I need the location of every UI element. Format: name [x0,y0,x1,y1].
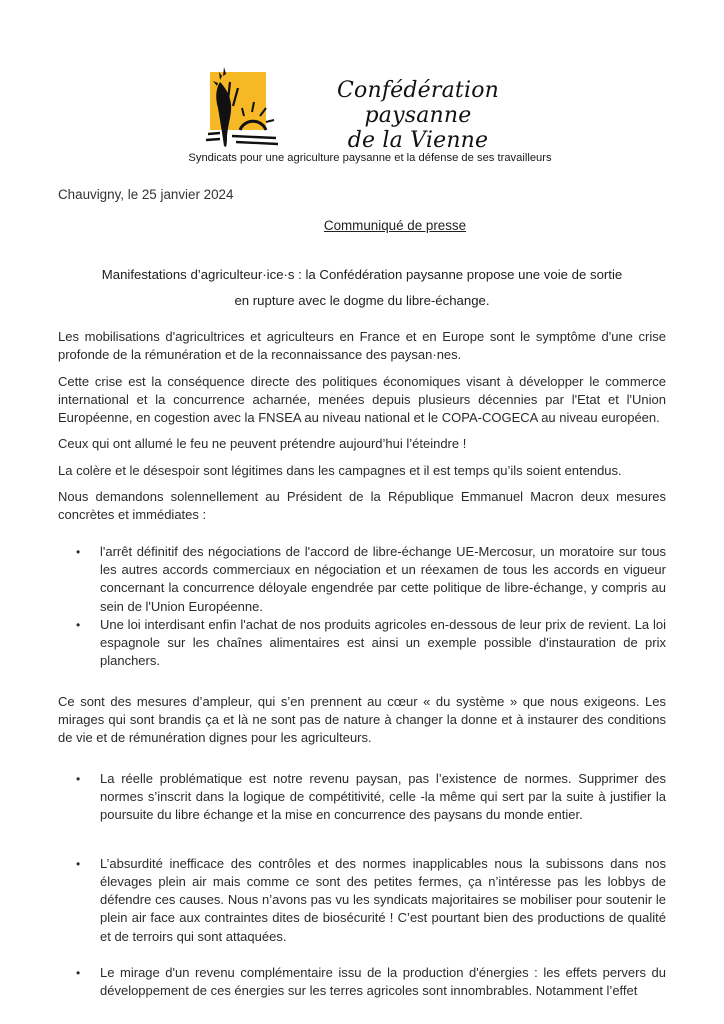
list-item-text: Le mirage d'un revenu complémentaire issu de la production d'énergies : les effets pervers du développement de ces énergies sur les terres agricoles sont innombrables. Notamment l’effet [100,965,666,999]
date-line: Chauvigny, le 25 janvier 2024 [58,187,234,202]
paragraph: La colère et le désespoir sont légitimes dans les campagnes et il est temps qu’ils soient entendus. [58,462,622,478]
demands-list [58,543,666,671]
document-body [58,328,666,1001]
list-item-text: l'arrêt définitif des négociations de l'accord de libre-échange UE-Mercosur, un moratoire sur tous les autres accords commerciaux en négociation et un réexamen de tous les accords en vigueur concernant la concurrence déloyale engendrée par cette politique de libre-échange, y compris au sein de l'Union Européenne. [100,543,666,614]
mirages-list [58,770,666,1001]
bullet-icon: • [76,856,81,871]
list-item-text: Une loi interdisant enfin l'achat de nos produits agricoles en-dessous de leur prix de revient. La loi espagnole sur les chaînes alimentaires est ainsi un exemple possible d'instauration de prix planchers. [100,616,666,669]
paragraph: Cette crise est la conséquence directe des politiques économiques visant à développer le commerce international et la concurrence acharnée, menées depuis plusieurs décennies par l'Etat et l'Union Européenne, en cogestion avec la FNSEA au niveau national et le COPA-COGECA au niveau européen. [58,373,666,426]
bullet-icon: • [76,544,81,559]
bullet-icon: • [76,966,81,981]
logo-drawing [200,62,280,150]
paragraph: Les mobilisations d'agricultrices et agriculteurs en France et en Europe sont le symptôme d'une crise profonde de la rémunération et de la reconnaissance des paysan·nes. [58,329,666,363]
document-type-heading: Communiqué de presse [323,218,467,233]
headline-line-2: en rupture avec le dogme du libre-échange. [234,293,490,308]
paragraph: Ceux qui ont allumé le feu ne peuvent prétendre aujourd’hui l’éteindre ! [58,436,467,452]
list-item [58,616,666,671]
wheat-sun-icon [200,62,280,150]
paragraph: Nous demandons solennellement au Président de la République Emmanuel Macron deux mesures concrètes et immédiates : [58,489,666,523]
organization-tagline: Syndicats pour une agriculture paysanne et la défense de ses travailleurs [188,152,552,164]
bullet-icon: • [76,617,81,632]
list-item-text: La réelle problématique est notre revenu paysan, pas l’existence de normes. Supprimer des normes s’inscrit dans la logique de compétitivité, celle -la même qui sert par la suite à justifier la poursuite du libre échange et la mise en concurrence des paysans du monde entier. [100,770,666,823]
list-item-text: L’absurdité inefficace des contrôles et des normes inapplicables nous la subissons dans nos élevages plein air mais comme ce sont des petites fermes, ça n’intéresse pas les lobbys de défendre ces causes. Nous n’avons pas vu les syndicats majoritaires se mobiliser pour soutenir le plein air face aux contraintes dites de biosécurité ! C’est pourtant bien des productions de qualité et de terroirs qui sont attaquées. [100,855,666,944]
paragraph: Ce sont des mesures d’ampleur, qui s’en prennent au cœur « du système » que nous exigeons. Les mirages qui sont brandis ça et là ne sont pas de nature à changer la donne et à instaurer des conditions de vie et de rémunération dignes pour les agriculteurs. [58,693,666,746]
bullet-icon: • [76,771,81,786]
headline-line-1: Manifestations d’agriculteur·ice·s : la Confédération paysanne propose une voie de sortie [101,267,623,282]
list-item [58,855,666,946]
organization-name-line2: de la Vienne [347,128,489,153]
organization-name [288,78,548,153]
list-item [58,543,666,616]
press-release-headline [60,262,664,314]
list-item [58,964,666,1001]
organization-name-line1: Confédération paysanne [336,78,500,128]
list-item [58,770,666,825]
